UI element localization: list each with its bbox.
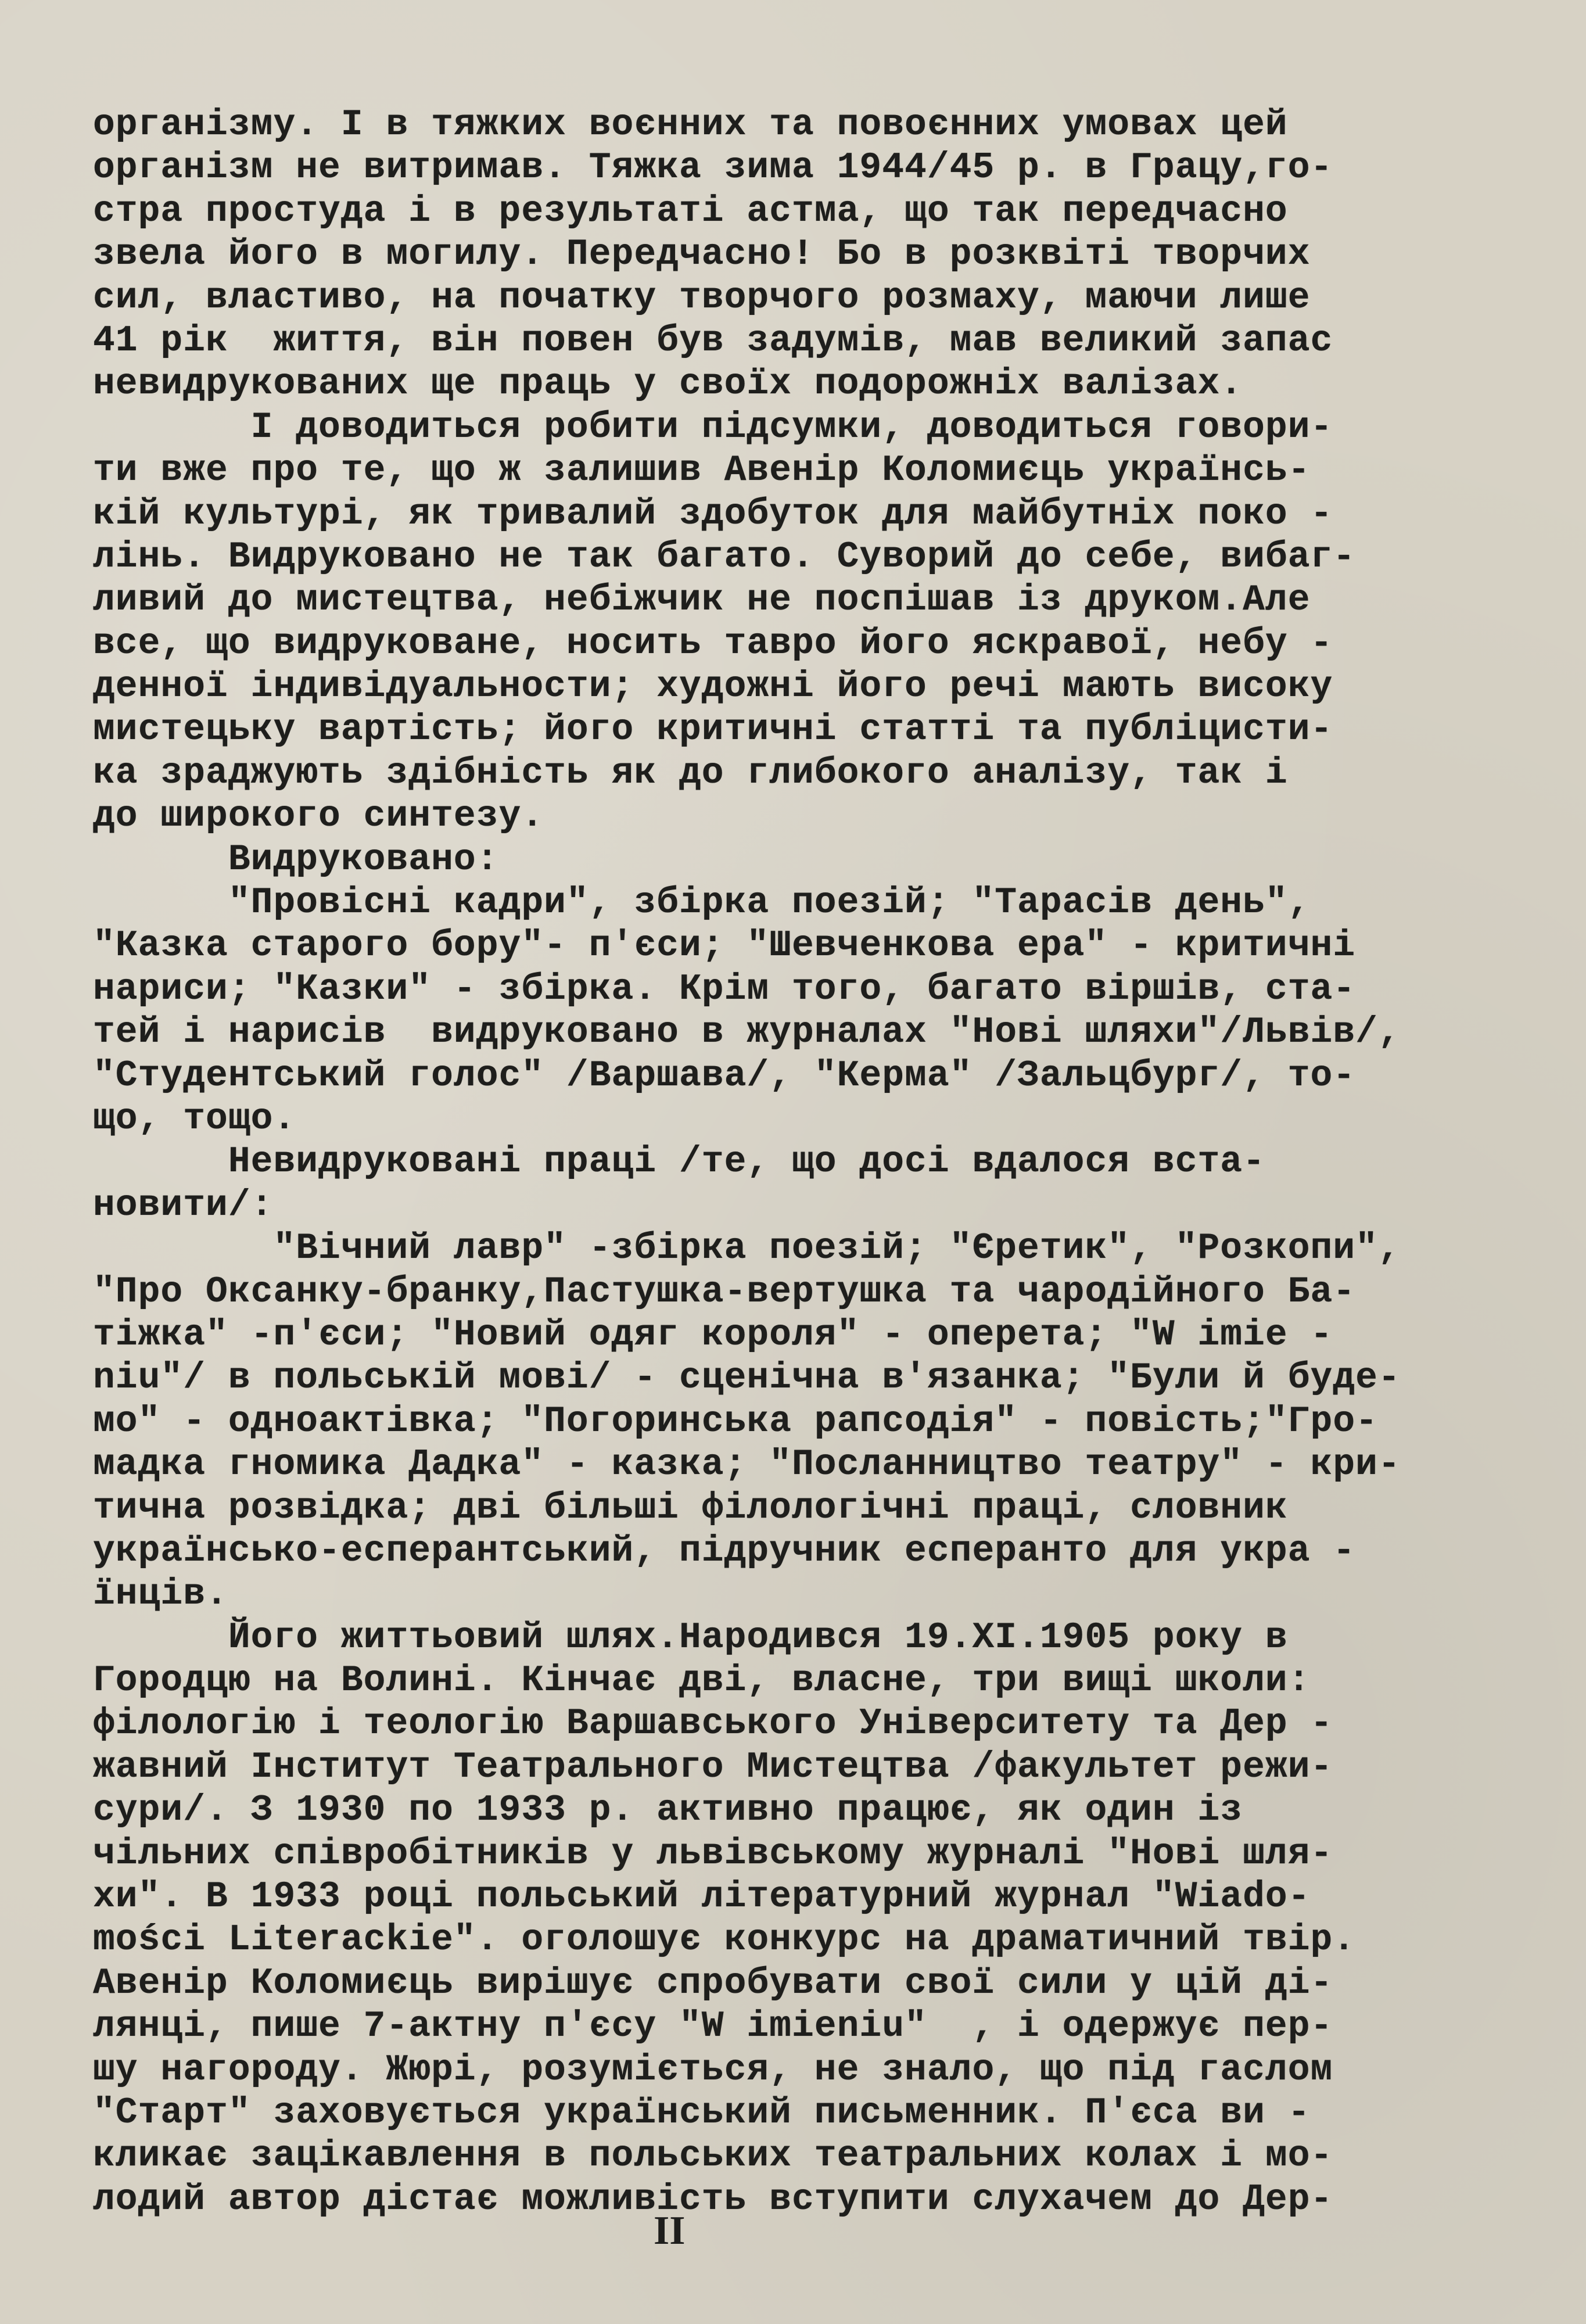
text-line: філологію і теологію Варшавського Університету та Дер - [93, 1703, 1333, 1745]
text-line: стра простуда і в результаті астма, що так передчасно [93, 190, 1288, 232]
text-line: Невидруковані праці /те, що досі вдалося вста- [93, 1141, 1265, 1183]
text-line: лянці, пише 7-актну п'єсу "W imieniu" , і одержує пер- [93, 2006, 1333, 2047]
text-line: нариси; "Казки" - збірка. Крім того, багато віршів, ста- [93, 968, 1356, 1010]
text-line: тична розвідка; дві більші філологічні праці, словник [93, 1487, 1288, 1529]
text-line: чільних співробітників у львівському журналі "Нові шля- [93, 1832, 1333, 1874]
text-line: "Про Оксанку-бранку,Пастушка-вертушка та чародійного Ба- [93, 1271, 1356, 1312]
text-line: "Провісні кадри", збірка поезій; "Тарасів день", [93, 882, 1311, 924]
text-line: звела його в могилу. Передчасно! Бо в розквіті творчих [93, 234, 1311, 275]
text-line: Городцю на Волині. Кінчає дві, власне, три вищі школи: [93, 1660, 1311, 1702]
text-line: Авенір Коломиєць вирішує спробувати свої сили у цій ді- [93, 1962, 1333, 2004]
text-line: сури/. З 1930 по 1933 р. активно працює, як один із [93, 1789, 1243, 1831]
text-line: їнців. [93, 1573, 228, 1615]
text-line: кликає зацікавлення в польських театральних колах і мо- [93, 2135, 1333, 2177]
text-line: новити/: [93, 1184, 274, 1226]
text-line: мистецьку вартість; його критичні статті та публіцисти- [93, 709, 1333, 751]
text-line: мо" - одноактівка; "Погоринська рапсодія" - повість;"Гро- [93, 1400, 1378, 1442]
page-number: II [654, 2208, 686, 2253]
text-line: "Старт" заховується український письменник. П'єса ви - [93, 2092, 1311, 2133]
text-line: ка зраджують здібність як до глибокого аналізу, так і [93, 752, 1288, 794]
body-text [93, 103, 1516, 2221]
text-line: хи". В 1933 році польський літературний журнал "Wiado- [93, 1876, 1311, 1918]
text-line: Його життьовий шлях.Народився 19.XI.1905 року в [93, 1616, 1288, 1658]
text-line: Видруковано: [93, 838, 499, 880]
text-line: "Вічний лавр" -збірка поезій; "Єретик", "Розкопи", [93, 1228, 1401, 1269]
text-line: І доводиться робити підсумки, доводиться говори- [93, 406, 1333, 448]
text-line: все, що видруковане, носить тавро його яскравої, небу - [93, 622, 1333, 664]
text-line: niu"/ в польській мові/ - сценічна в'язанка; "Були й буде- [93, 1357, 1401, 1399]
text-line: мадка гномика Дадка" - казка; "Посланництво театру" - кри- [93, 1444, 1401, 1486]
text-line: ти вже про те, що ж залишив Авенір Коломиєць українсь- [93, 450, 1311, 492]
text-line: тіжка" -п'єси; "Новий одяг короля" - оперета; "W imie - [93, 1314, 1333, 1355]
text-line: mości Literackie". оголошує конкурс на драматичний твір. [93, 1919, 1356, 1961]
text-line: що, тощо. [93, 1098, 296, 1139]
text-line: денної індивідуальности; художні його речі мають високу [93, 666, 1333, 708]
text-line: "Казка старого бору"- п'єси; "Шевченкова ера" - критичні [93, 925, 1356, 967]
text-line: сил, властиво, на початку творчого розмаху, маючи лише [93, 277, 1311, 318]
text-line: лодий автор дістає можливість вступити слухачем до Дер- [93, 2178, 1333, 2220]
text-line: кій культурі, як тривалий здобуток для майбутніх поко - [93, 493, 1333, 535]
text-line: "Студентський голос" /Варшава/, "Керма" /Зальцбург/, то- [93, 1055, 1356, 1096]
text-line: українсько-есперантський, підручник есперанто для укра - [93, 1530, 1356, 1572]
text-line: лінь. Видруковано не так багато. Суворий до себе, вибаг- [93, 536, 1356, 578]
text-line: жавний Інститут Театрального Мистецтва /факультет режи- [93, 1746, 1333, 1788]
text-line: шу нагороду. Жюрі, розуміється, не знало, що під гаслом [93, 2049, 1333, 2090]
text-line: ливий до мистецтва, небіжчик не поспішав із друком.Але [93, 579, 1311, 621]
text-line: організму. І в тяжких воєнних та повоєнних умовах цей [93, 104, 1288, 145]
text-line: до широкого синтезу. [93, 795, 544, 837]
text-line: тей і нарисів видруковано в журналах "Нові шляхи"/Львів/, [93, 1012, 1401, 1053]
text-line: невидрукованих ще праць у своїх подорожніх валізах. [93, 363, 1243, 405]
text-line: організм не витримав. Тяжка зима 1944/45 р. в Грацу,го- [93, 147, 1333, 189]
text-line: 41 рік життя, він повен був задумів, мав великий запас [93, 320, 1333, 361]
